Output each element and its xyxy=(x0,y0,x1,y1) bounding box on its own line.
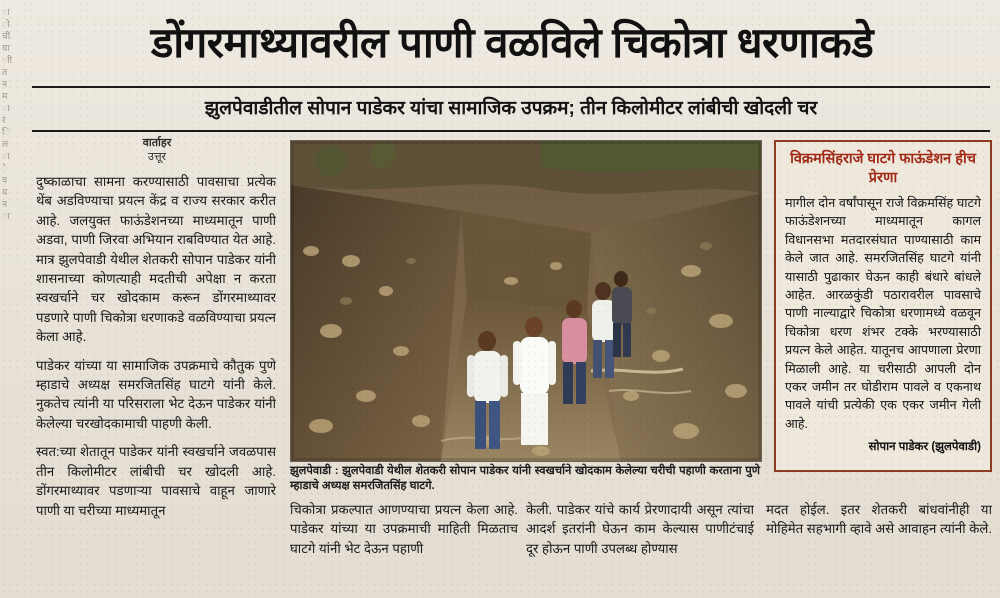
body-column-bottom-4 xyxy=(766,500,992,596)
edge-fragment: ा xyxy=(2,103,10,113)
headline-wrap xyxy=(32,18,992,68)
edge-fragment: या xyxy=(2,43,10,53)
photo-caption: झुलपेवाडी : झुलपेवाडी येथील शेतकरी सोपान पाडेकर यांनी स्वखर्चाने खोदकाम केलेल्या चरीची पहाणी करताना पुणे म्हाडाचे अध्यक्ष समरजितसिंह घाटगे. xyxy=(290,465,760,492)
edge-fragment: त xyxy=(2,67,8,77)
edge-fragment: ची xyxy=(2,31,11,41)
sidebar-body: मागील दोन वर्षांपासून राजे विक्रमसिंह घाटगे फाऊंडेशनच्या माध्यमातून कागल विधानसभा मतदारसंघात पाण्यासाठी काम केले जात आहे. समरजितसिंह घाटगे यांनी यासाठी पुढाकार घेऊन काही बंधारे बांधले आहेत. आरळकुंडी पठारावरील पावसाचे पाणी नाल्याद्वारे चिकोत्रा धरणामध्ये वळवून चिकोत्रा धरण शंभर टक्के भरण्यासाठी प्रयत्न केले आहेत. यातूनच आपणाला प्रेरणा मिळाली आहे. या चरीसाठी आपली दोन एकर जमीन तर घोडीराम पावले व एकनाथ पावले यांची प्रत्येकी एक एकर जमीन गेली आहे. xyxy=(785,196,981,431)
subheadline-divider xyxy=(32,130,990,132)
edge-fragment: ा xyxy=(2,211,10,221)
edge-fragment: म xyxy=(2,91,8,101)
page-title: डोंगरमाथ्यावरील पाणी वळविले चिकोत्रा धरणाकडे xyxy=(150,19,874,66)
edge-fragment: ि xyxy=(2,127,10,137)
paragraph: मदत होईल. इतर शेतकरी बांधवांनीही या मोहिमेत सहभागी व्हावे असे आवाहन त्यांनी केले. xyxy=(766,502,992,537)
edge-fragment: ाी xyxy=(2,55,13,65)
trench-inspection-photo xyxy=(290,140,762,462)
sidebar-signature: सोपान पाडेकर (झुलपेवाडी) xyxy=(868,440,981,454)
edge-fragment: न xyxy=(2,79,7,89)
subheadline: झुलपेवाडीतील सोपान पाडेकर यांचा सामाजिक उपक्रम; तीन किलोमीटर लांबीची खोदली चर xyxy=(204,98,818,119)
paragraph: स्वत:च्या शेतातून पाडेकर यांनी स्वखर्चाने जवळपास तीन किलोमीटर लांबीची चर खोदली आहे. डोंगरमाथ्यावर पडणाऱ्या पावसाचे वाहून जाणारे पाणी या चरीच्या माध्यमातून xyxy=(36,444,276,518)
edge-fragment: व xyxy=(2,175,8,185)
photo-illustration xyxy=(291,141,761,461)
paragraph: दुष्काळाचा सामना करण्यासाठी पावसाचा प्रत्येक थेंब अडविण्याचा प्रयत्न केंद्र व राज्य सरकार करीत आहे. जलयुक्त फाऊंडेशनच्या माध्यमातून पाणी अडवा, पाणी जिरवा अभियान राबविण्यात येत आहे. मात्र झुलपेवाडी येथील शेतकरी सोपान पाडेकर यांनी शासनाच्या कोणत्याही मदतीची अपेक्षा न करता स्वखर्चाने चर खोदकाम करून डोंगरमाथ्यावर पडणारे पाणी चिकोत्रा धरणाकडे वळविण्याचा प्रयत्न केला आहे. xyxy=(36,174,276,345)
sidebar-title: विक्रमसिंहराजे घाटगे फाऊंडेशन हीच प्रेरणा xyxy=(790,151,976,186)
byline-place: उत्तूर xyxy=(147,151,167,163)
edge-fragment: ाे xyxy=(2,19,10,29)
body-column-bottom-3 xyxy=(526,500,754,596)
edge-fragment: ल xyxy=(2,139,9,149)
edge-fragment: र xyxy=(2,115,6,125)
edge-fragment: ा xyxy=(2,151,10,161)
edge-fragment: न xyxy=(2,199,7,209)
byline xyxy=(34,136,280,164)
edge-fragment: ा xyxy=(2,7,10,17)
edge-fragment: े xyxy=(2,163,8,173)
article-sheet xyxy=(26,0,1000,598)
edge-fragment: य xyxy=(2,187,8,197)
headline-divider xyxy=(32,86,990,88)
paragraph: पाडेकर यांच्या या सामाजिक उपक्रमाचे कौतुक पुणे म्हाडाचे अध्यक्ष समरजितसिंह घाटगे यांनी केले. नुकतेच त्यांनी या परिसराला भेट देऊन पाडेकर यांनी केलेल्या चरखोदकामाची पाहणी केली. xyxy=(36,357,276,431)
byline-label: वार्ताहर xyxy=(142,137,172,149)
body-column-bottom-2 xyxy=(290,500,518,596)
adjacent-column-edge xyxy=(0,0,26,598)
sidebar-box xyxy=(774,140,992,472)
body-column-bottom-1 xyxy=(36,500,276,596)
paragraph: चिकोत्रा प्रकल्पात आणण्याचा प्रयत्न केला आहे. पाडेकर यांच्या या उपक्रमाची माहिती मिळताच घाटगे यांनी भेट देऊन पहाणी xyxy=(290,502,518,556)
paragraph: केली. पाडेकर यांचे कार्य प्रेरणादायी असून त्यांचा आदर्श इतरांनी घेऊन काम केल्यास पाणीटंचाई दूर होऊन पाणी उपलब्ध होण्यास xyxy=(526,502,754,556)
